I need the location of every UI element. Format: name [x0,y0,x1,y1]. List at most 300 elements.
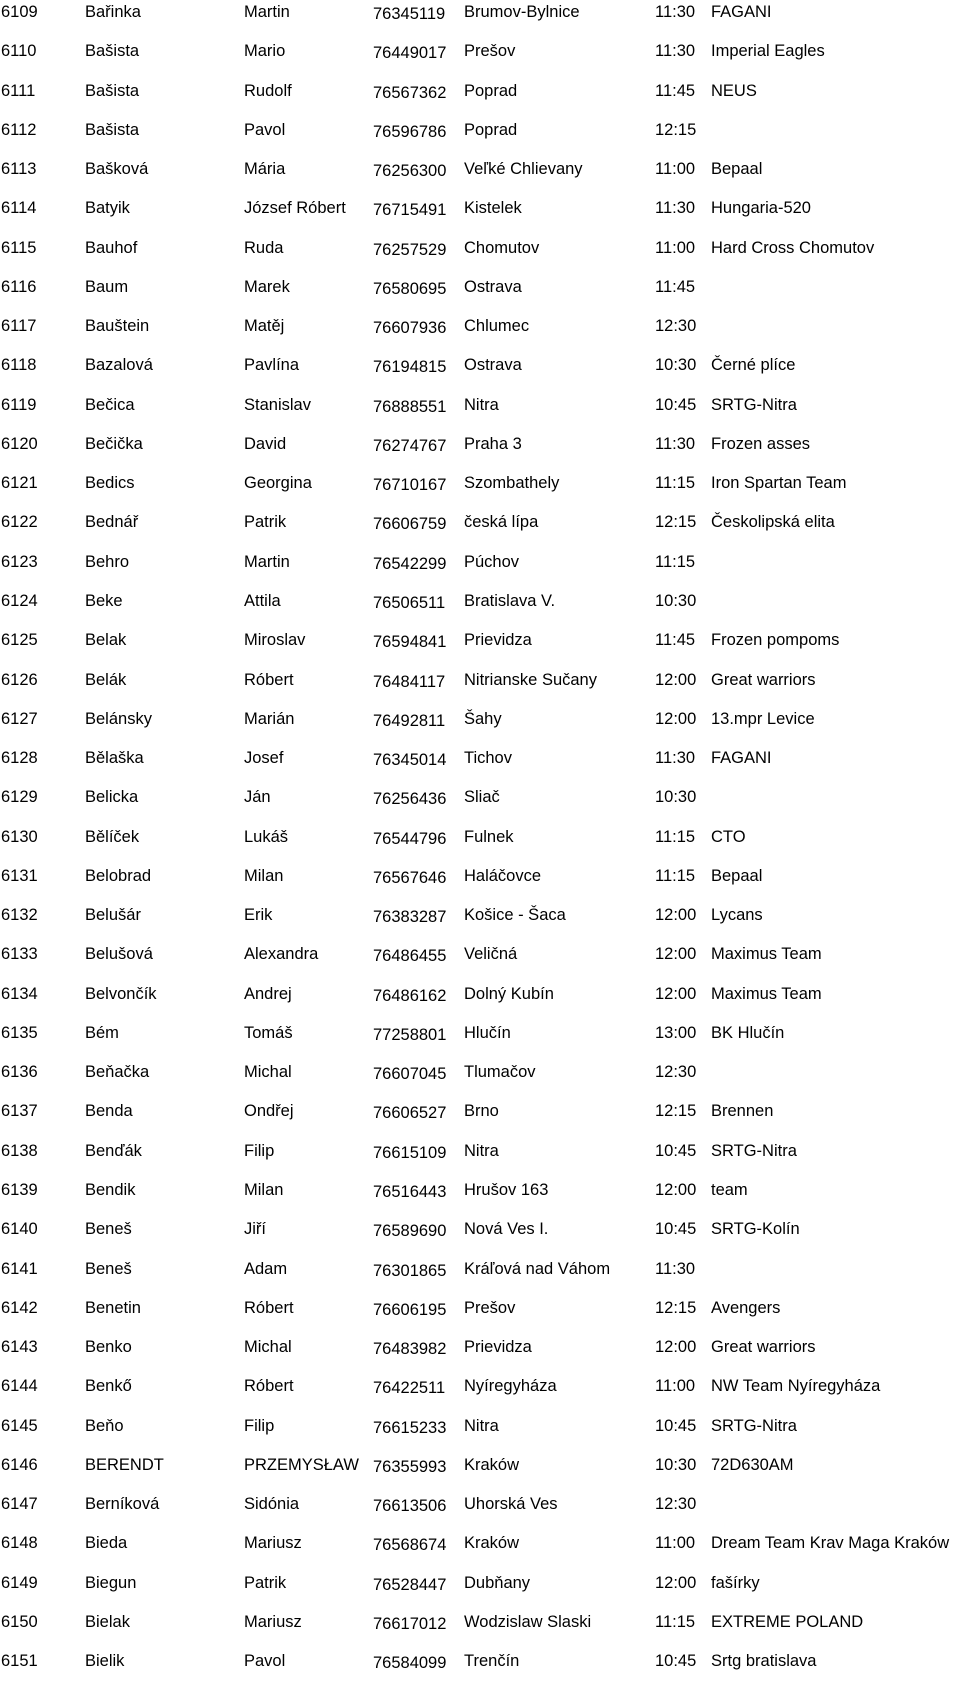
surname: Belák [85,670,127,689]
first-name: Ondřej [244,1102,294,1121]
team-name: Bepaal [711,160,763,179]
surname: Bazalová [85,356,153,375]
list-row [0,1099,960,1138]
start-time: 12:30 [655,317,697,336]
participant-id: 76580695 [373,279,447,298]
surname: Bečica [85,395,135,414]
city: Brumov-Bylnice [464,3,580,21]
start-number: 6147 [1,1495,38,1514]
start-time: 11:30 [655,3,696,21]
team-name: FAGANI [711,3,772,21]
start-number: 6149 [1,1573,38,1592]
list-row [0,471,960,510]
city: Nitra [464,395,499,414]
start-time: 12:15 [655,1102,697,1121]
participant-id: 76594841 [373,633,447,652]
start-number: 6117 [1,317,37,336]
surname: Bauštein [85,317,150,336]
team-name: Imperial Eagles [711,42,825,61]
start-time: 12:00 [655,1180,697,1199]
city: Nová Ves I. [464,1220,549,1239]
list-row [0,393,960,432]
start-number: 6144 [1,1377,38,1396]
team-name: 13.mpr Levice [711,709,815,728]
team-name: Bepaal [711,866,763,885]
surname: Beke [85,591,123,610]
list-row [0,39,960,78]
start-number: 6136 [1,1063,38,1082]
participant-id: 76607936 [373,319,447,338]
start-time: 11:15 [655,827,696,846]
list-row [0,236,960,275]
participant-id: 76484117 [373,672,446,691]
city: Dubňany [464,1573,531,1592]
first-name: Filip [244,1141,275,1160]
start-time: 11:45 [655,277,696,296]
surname: Beneš [85,1259,132,1278]
start-number: 6128 [1,749,38,768]
start-time: 11:30 [655,434,696,453]
team-name: CTO [711,827,746,846]
first-name: Ján [244,788,271,807]
start-number: 6125 [1,631,38,650]
city: Ostrava [464,356,522,375]
participant-id: 76301865 [373,1261,447,1280]
start-time: 10:30 [655,591,697,610]
participant-id: 76506511 [373,593,446,612]
start-time: 13:00 [655,1023,697,1042]
list-row [0,825,960,864]
list-row [0,1649,960,1688]
city: Tlumačov [464,1063,536,1082]
start-time: 10:45 [655,1220,697,1239]
start-number: 6109 [1,3,38,21]
start-time: 12:30 [655,1495,697,1514]
participant-id: 76345119 [373,5,446,23]
list-row [0,1296,960,1335]
city: Prievidza [464,1338,532,1357]
start-number: 6110 [1,42,37,61]
surname: Bečička [85,434,143,453]
team-name: Maximus Team [711,945,822,964]
start-time: 12:15 [655,120,697,139]
team-name: Iron Spartan Team [711,474,847,493]
surname: Belobrad [85,866,152,885]
first-name: Alexandra [244,945,319,964]
participant-id: 76257529 [373,240,447,259]
start-time: 11:00 [655,160,696,179]
surname: Bašista [85,120,140,139]
city: Sliač [464,788,500,807]
surname: Bedics [85,474,135,493]
participant-id: 76256300 [373,162,447,181]
list-row [0,1335,960,1374]
team-name: 72D630AM [711,1455,794,1474]
start-time: 10:45 [655,1652,697,1671]
list-row [0,0,960,39]
team-name: NEUS [711,81,757,100]
first-name: Marián [244,709,295,728]
participant-id: 76542299 [373,554,447,573]
surname: Baum [85,277,129,296]
list-row [0,1374,960,1413]
participant-id: 76715491 [373,201,447,220]
first-name: David [244,434,287,453]
start-time: 12:00 [655,906,697,925]
start-number: 6138 [1,1141,38,1160]
surname: Belicka [85,788,139,807]
start-number: 6146 [1,1455,38,1474]
city: Bratislava V. [464,591,556,610]
list-row [0,1453,960,1492]
first-name: PRZEMYSŁAW [244,1455,359,1474]
participant-id: 76589690 [373,1222,447,1241]
list-row [0,1492,960,1531]
list-row [0,1610,960,1649]
start-time: 11:30 [655,42,696,61]
list-row [0,589,960,628]
city: Prešov [464,42,516,61]
surname: Batyik [85,199,130,218]
participant-id: 76606195 [373,1300,447,1319]
start-number: 6121 [1,474,38,493]
start-number: 6122 [1,513,38,532]
start-time: 10:45 [655,395,697,414]
surname: Bauhof [85,238,138,257]
start-time: 12:00 [655,1338,697,1357]
start-number: 6127 [1,709,38,728]
team-name: Great warriors [711,670,816,689]
surname: Benetin [85,1298,141,1317]
participant-id: 76544796 [373,829,447,848]
start-time: 10:45 [655,1416,697,1435]
participant-id: 76274767 [373,436,447,455]
team-name: NW Team Nyíregyháza [711,1377,881,1396]
team-name: EXTREME POLAND [711,1612,864,1631]
city: Uhorská Ves [464,1495,558,1514]
team-name: SRTG-Nitra [711,395,797,414]
team-name: Brennen [711,1102,774,1121]
participant-id: 76607045 [373,1065,447,1084]
participant-id: 76355993 [373,1457,447,1476]
start-number: 6132 [1,906,38,925]
first-name: Milan [244,866,284,885]
first-name: Georgina [244,474,312,493]
participant-id: 76615109 [373,1143,447,1162]
city: Poprad [464,81,518,100]
city: Praha 3 [464,434,522,453]
start-number: 6151 [1,1652,38,1671]
list-row [0,1060,960,1099]
start-time: 11:00 [655,1534,696,1553]
list-row [0,314,960,353]
start-time: 12:00 [655,945,697,964]
start-number: 6126 [1,670,38,689]
start-time: 10:45 [655,1141,697,1160]
first-name: Erik [244,906,273,925]
team-name: Srtg bratislava [711,1652,817,1671]
team-name: BK Hlučín [711,1023,785,1042]
list-row [0,942,960,981]
city: Nitrianske Sučany [464,670,597,689]
surname: Benďák [85,1141,142,1160]
start-number: 6148 [1,1534,38,1553]
team-name: Great warriors [711,1338,816,1357]
participant-id: 76516443 [373,1182,447,1201]
city: Nitra [464,1416,499,1435]
surname: Beňačka [85,1063,150,1082]
first-name: Lukáš [244,827,289,846]
start-time: 10:30 [655,356,697,375]
first-name: Tomáš [244,1023,293,1042]
list-row [0,1571,960,1610]
start-time: 10:30 [655,1455,697,1474]
city: Ostrava [464,277,522,296]
first-name: Michal [244,1063,292,1082]
team-name: fašírky [711,1573,760,1592]
list-row [0,275,960,314]
start-number: 6114 [1,199,37,218]
start-time: 11:00 [655,1377,696,1396]
first-name: Pavol [244,1652,286,1671]
list-row [0,1531,960,1570]
start-number: 6119 [1,395,37,414]
first-name: Mária [244,160,286,179]
surname: Belušár [85,906,141,925]
participant-id: 76528447 [373,1575,447,1594]
team-name: Maximus Team [711,984,822,1003]
start-number: 6133 [1,945,38,964]
surname: Bašková [85,160,149,179]
team-name: team [711,1180,748,1199]
start-number: 6142 [1,1298,38,1317]
surname: Bielik [85,1652,125,1671]
city: Poprad [464,120,518,139]
first-name: Andrej [244,984,292,1003]
surname: Bělaška [85,749,144,768]
list-row [0,510,960,549]
first-name: Miroslav [244,631,306,650]
surname: Belvončík [85,984,157,1003]
surname: Bělíček [85,827,140,846]
team-name: SRTG-Nitra [711,1141,797,1160]
city: Hrušov 163 [464,1180,549,1199]
surname: Bašista [85,81,140,100]
start-time: 12:00 [655,709,697,728]
start-number: 6139 [1,1180,38,1199]
start-number: 6111 [1,81,36,100]
first-name: Attila [244,591,281,610]
list-row [0,1414,960,1453]
participant-id: 76345014 [373,751,447,770]
city: Veľké Chlievany [464,160,583,179]
first-name: Róbert [244,670,294,689]
city: Dolný Kubín [464,984,554,1003]
participant-id: 76483982 [373,1340,447,1359]
city: Tichov [464,749,512,768]
first-name: Filip [244,1416,275,1435]
first-name: Róbert [244,1377,294,1396]
surname: Bařinka [85,3,141,21]
list-row [0,432,960,471]
participant-id: 77258801 [373,1025,447,1044]
list-row [0,157,960,196]
surname: Bendik [85,1180,136,1199]
surname: Belak [85,631,127,650]
first-name: Mariusz [244,1612,302,1631]
surname: Belánsky [85,709,152,728]
first-name: József Róbert [244,199,346,218]
first-name: Sidónia [244,1495,300,1514]
first-name: Stanislav [244,395,311,414]
start-number: 6140 [1,1220,38,1239]
list-row [0,353,960,392]
participant-id: 76606527 [373,1104,447,1123]
participant-id: 76492811 [373,711,446,730]
start-number: 6141 [1,1259,38,1278]
team-name: SRTG-Nitra [711,1416,797,1435]
team-name: Frozen asses [711,434,811,453]
city: Kistelek [464,199,522,218]
team-name: SRTG-Kolín [711,1220,800,1239]
city: Prešov [464,1298,516,1317]
surname: Bielak [85,1612,130,1631]
participant-id: 76584099 [373,1654,447,1673]
start-number: 6129 [1,788,38,807]
start-time: 11:15 [655,1612,696,1631]
surname: Bém [85,1023,119,1042]
start-time: 11:45 [655,81,696,100]
first-name: Patrik [244,513,287,532]
start-number: 6123 [1,552,38,571]
surname: Biegun [85,1573,137,1592]
participant-id: 76422511 [373,1379,446,1398]
start-number: 6113 [1,160,37,179]
start-time: 12:30 [655,1063,697,1082]
list-row [0,628,960,667]
start-number: 6130 [1,827,38,846]
start-time: 10:30 [655,788,697,807]
city: Kraków [464,1534,520,1553]
surname: Bednář [85,513,139,532]
city: Šahy [464,709,502,728]
start-number: 6118 [1,356,37,375]
participant-id: 76449017 [373,44,447,63]
list-row [0,785,960,824]
start-number: 6137 [1,1102,38,1121]
start-time: 11:15 [655,552,696,571]
start-time: 11:45 [655,631,696,650]
city: česká lípa [464,513,539,532]
participant-id: 76383287 [373,908,447,927]
list-row [0,1217,960,1256]
surname: Behro [85,552,130,571]
start-number: 6116 [1,277,37,296]
participant-id: 76606759 [373,515,447,534]
city: Púchov [464,552,520,571]
list-row [0,1139,960,1178]
start-number: 6131 [1,866,38,885]
city: Brno [464,1102,499,1121]
surname: Belušová [85,945,153,964]
start-time: 11:30 [655,199,696,218]
team-name: Avengers [711,1298,781,1317]
first-name: Róbert [244,1298,294,1317]
participant-id: 76617012 [373,1614,447,1633]
first-name: Pavol [244,120,286,139]
city: Kraków [464,1455,520,1474]
participant-id: 76596786 [373,122,447,141]
first-name: Milan [244,1180,284,1199]
first-name: Marek [244,277,290,296]
list-row [0,982,960,1021]
list-row [0,1021,960,1060]
city: Chomutov [464,238,540,257]
surname: Bieda [85,1534,128,1553]
list-row [0,746,960,785]
team-name: Frozen pompoms [711,631,840,650]
city: Wodzislaw Slaski [464,1612,592,1631]
list-row [0,196,960,235]
start-time: 12:15 [655,513,697,532]
start-number: 6115 [1,238,37,257]
list-row [0,1257,960,1296]
surname: Bašista [85,42,140,61]
start-number: 6135 [1,1023,38,1042]
start-number: 6120 [1,434,38,453]
list-row [0,668,960,707]
surname: Beneš [85,1220,132,1239]
first-name: Mario [244,42,286,61]
city: Nyíregyháza [464,1377,557,1396]
start-time: 12:00 [655,984,697,1003]
first-name: Michal [244,1338,292,1357]
participant-id: 76256436 [373,790,447,809]
city: Nitra [464,1141,499,1160]
start-number: 6143 [1,1338,38,1357]
city: Chlumec [464,317,530,336]
city: Košice - Šaca [464,906,566,925]
start-number: 6112 [1,120,37,139]
list-row [0,903,960,942]
surname: BERENDT [85,1455,164,1474]
list-row [0,550,960,589]
surname: Benda [85,1102,133,1121]
city: Trenčín [464,1652,520,1671]
first-name: Matěj [244,317,285,336]
start-time: 11:30 [655,749,696,768]
start-number: 6145 [1,1416,38,1435]
team-name: Dream Team Krav Maga Kraków [711,1534,950,1553]
list-row [0,79,960,118]
city: Veličná [464,945,518,964]
start-time: 11:15 [655,474,696,493]
participant-id: 76486455 [373,947,447,966]
start-time: 11:00 [655,238,696,257]
start-time: 12:00 [655,1573,697,1592]
first-name: Ruda [244,238,284,257]
participant-id: 76888551 [373,397,447,416]
participant-id: 76568674 [373,1536,447,1555]
start-number: 6134 [1,984,38,1003]
list-row [0,118,960,157]
participant-id: 76613506 [373,1497,447,1516]
city: Prievidza [464,631,532,650]
city: Haláčovce [464,866,542,885]
city: Hlučín [464,1023,511,1042]
participant-id: 76486162 [373,986,447,1005]
start-number: 6124 [1,591,38,610]
